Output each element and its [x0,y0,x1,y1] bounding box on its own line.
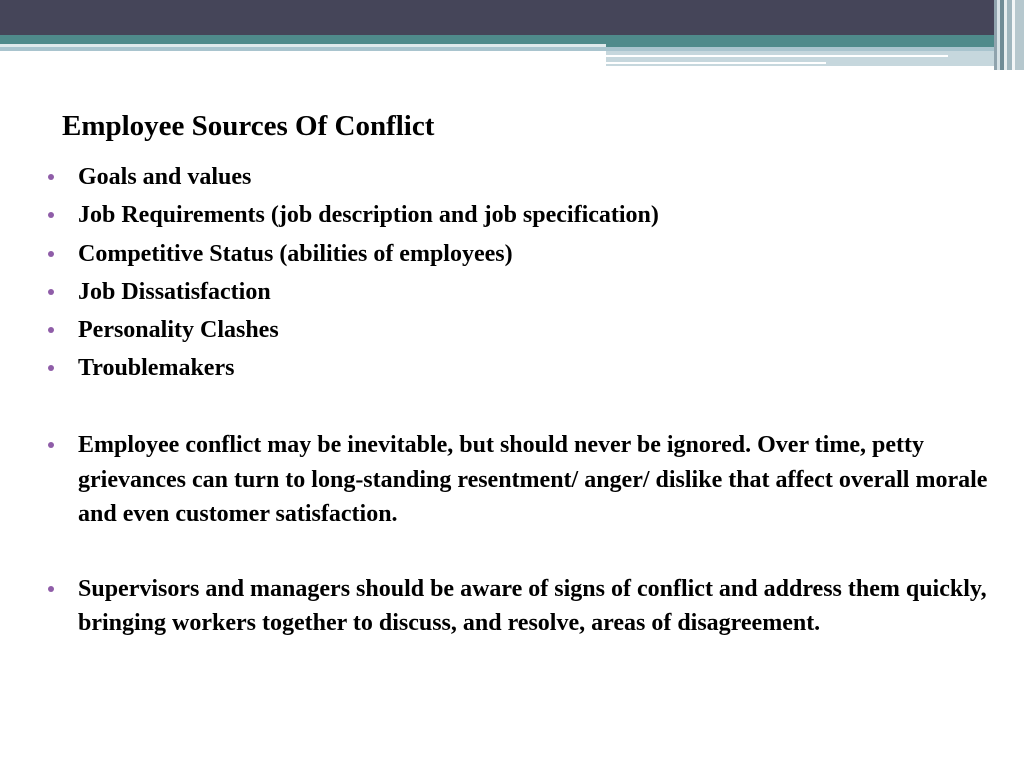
paragraph-item [48,572,998,641]
list-item-text: Job Dissatisfaction [78,278,271,305]
list-item-text: Personality Clashes [78,317,279,344]
bullet-list [48,160,998,385]
list-item [48,198,998,232]
list-item [48,351,998,385]
bullet-dot-icon [48,174,54,180]
bullet-dot-icon [48,327,54,333]
bullet-dot-icon [48,289,54,295]
paragraph-text: Employee conflict may be inevitable, but should never be ignored. Over time, petty grievances can turn to long-standing resentment/ anger/ dislike that affect overall morale and even customer satisfaction. [78,432,988,528]
bullet-dot-icon [48,365,54,371]
bullet-dot-icon [48,251,54,257]
slide-title: Employee Sources Of Conflict [62,110,435,142]
list-item-text: Job Requirements (job description and job specification) [78,202,659,229]
list-item [48,313,998,347]
header-line-2 [606,62,826,64]
list-item [48,275,998,309]
list-item-text: Competitive Status (abilities of employees) [78,240,513,267]
bullet-dot-icon [48,586,54,592]
header-band-right-edge [606,66,1024,70]
list-item-text: Troublemakers [78,355,235,382]
header-line-1 [606,55,948,57]
paragraph-text: Supervisors and managers should be aware of signs of conflict and address them quickly, bringing workers together to discuss, and resolve, areas of disagreement. [78,575,987,637]
bullet-dot-icon [48,442,54,448]
list-item [48,237,998,271]
list-item-text: Goals and values [78,164,252,190]
slide-body [48,160,998,641]
paragraph-list [48,428,998,641]
header-band-dark [0,0,1024,35]
bullet-dot-icon [48,212,54,218]
list-item [48,160,998,194]
paragraph-item [48,428,998,532]
header-vertical-stripes [994,0,1024,70]
